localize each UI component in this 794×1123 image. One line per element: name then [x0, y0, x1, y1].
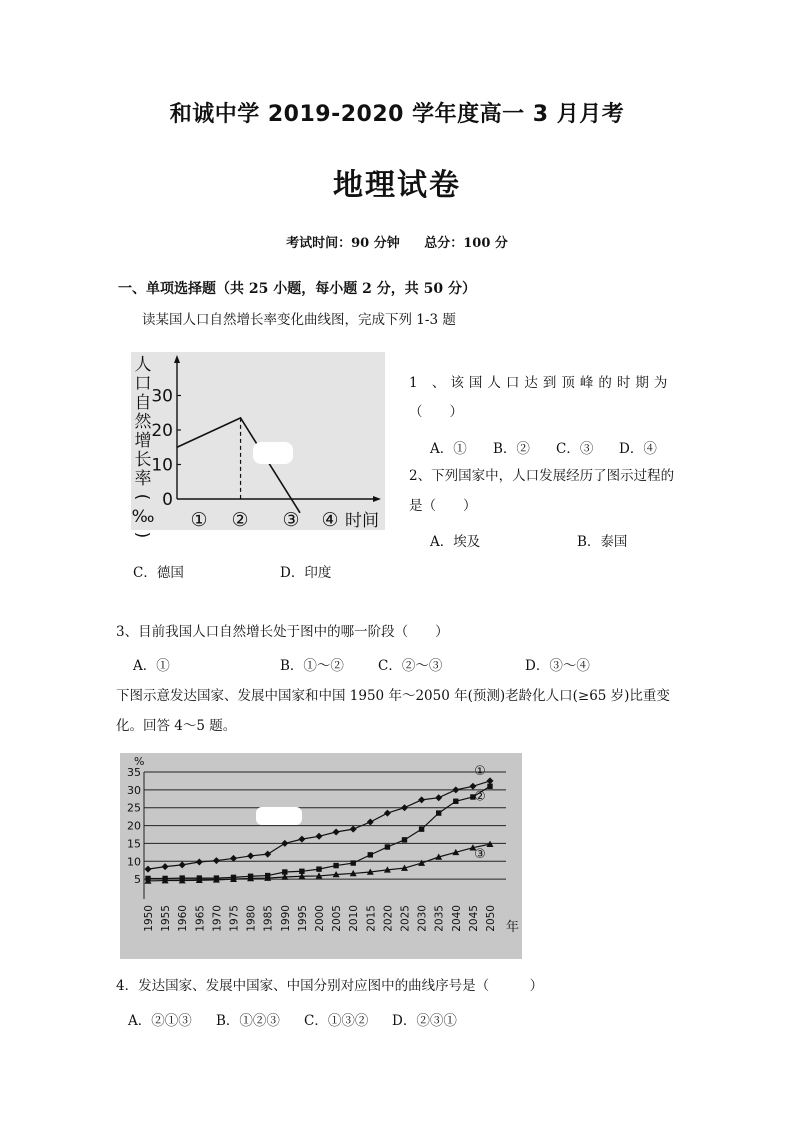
intro-q1-3: 读某国人口自然增长率变化曲线图，完成下列 1-3 题 — [142, 312, 456, 328]
x-tick-label: 2010 — [348, 905, 361, 932]
scan-blot — [253, 442, 293, 464]
intro-q4-5-line1: 下图示意发达国家、发展中国家和中国 1950 年～2050 年(预测)老龄化人口(≥65 岁)比重变 — [116, 688, 670, 704]
y-tick-label: 15 — [127, 837, 141, 851]
y-label-char: 自 — [134, 393, 152, 413]
x-tick-label: 2000 — [314, 905, 326, 932]
y-axis-label — [132, 355, 155, 538]
aging-ratio-chart — [120, 753, 522, 959]
x-tick-label: 1980 — [245, 905, 258, 932]
y-tick-label: 25 — [127, 801, 141, 815]
q3-option-d: D．③～④ — [525, 658, 590, 674]
x-tick-label: 1970 — [211, 905, 224, 932]
intro-q4-5-line2: 化。回答 4～5 题。 — [116, 718, 237, 734]
data-point — [351, 860, 356, 865]
x-tick-label: 2040 — [450, 905, 463, 932]
y-tick-label: 5 — [134, 873, 141, 887]
q1-option-a: A．① — [430, 441, 467, 457]
q2-stem: 2、下列国家中，人口发展经历了图示过程的 — [409, 468, 675, 484]
data-point — [402, 837, 407, 842]
y-tick-label: 20 — [127, 819, 141, 833]
q1-option-d: D．④ — [619, 441, 657, 457]
x-tick-label: 2025 — [399, 905, 412, 932]
y-tick-label: 30 — [151, 386, 173, 407]
q1-option-b: B．② — [493, 441, 530, 457]
q3-option-c: C．②～③ — [378, 658, 443, 674]
y-tick-label: 10 — [127, 855, 141, 869]
q4-option-c: C．①③② — [304, 1013, 369, 1029]
y-label-char: 率 — [134, 469, 152, 489]
q1-option-c: C．③ — [556, 441, 594, 457]
x-tick-label: 2045 — [467, 905, 480, 932]
y-tick-label: 35 — [127, 766, 141, 779]
data-point — [385, 844, 390, 849]
y-tick-label: 20 — [151, 421, 173, 441]
x-tick-label: 2050 — [485, 905, 497, 932]
x-tick-label: 2020 — [382, 905, 395, 932]
q3-option-b: B．①～② — [280, 658, 344, 674]
data-point — [453, 799, 458, 804]
y-label-char: ) — [132, 531, 152, 539]
x-tick-label: 1985 — [262, 905, 275, 932]
x-unit-label: 年 — [506, 920, 520, 935]
stage-label: ③ — [282, 509, 300, 531]
q4-stem: 4．发达国家、发展中国家、中国分别对应图中的曲线序号是（ ） — [116, 978, 544, 994]
total-score: 总分：100 分 — [424, 236, 508, 251]
x-tick-label: 1990 — [279, 905, 292, 932]
q2-option-c: C．德国 — [133, 565, 184, 581]
x-tick-label: 1960 — [177, 905, 190, 932]
q3-stem: 3、目前我国人口自然增长处于图中的哪一阶段（ ） — [116, 624, 449, 640]
y-tick-label: 10 — [151, 455, 173, 476]
x-tick-label: 1975 — [228, 905, 241, 932]
q3-option-a: A．① — [133, 658, 170, 674]
data-point — [436, 810, 441, 815]
q2-stem-cont: 是（ ） — [409, 498, 477, 514]
y-unit-label: % — [134, 755, 145, 768]
data-point — [419, 826, 424, 831]
data-point — [368, 852, 373, 857]
q2-option-a: A．埃及 — [430, 534, 481, 550]
exam-title: 和诚中学 2019-2020 学年度高一 3 月月考 — [169, 102, 625, 127]
y-label-char: 长 — [134, 450, 152, 470]
stage-label: ④ — [321, 509, 339, 531]
x-tick-label: 2035 — [433, 905, 446, 932]
stage-label: ① — [190, 509, 208, 531]
q1-blank: （ ） — [409, 404, 463, 420]
data-point — [487, 784, 492, 789]
y-label-char: ( — [132, 493, 152, 501]
exam-subtitle: 地理试卷 — [333, 168, 461, 203]
q2-option-d: D．印度 — [280, 565, 332, 581]
y-label-char: 口 — [134, 374, 152, 394]
x-tick-label: 2030 — [416, 905, 429, 932]
x-tick-label: 1995 — [296, 905, 309, 932]
growth-rate-chart — [131, 352, 385, 539]
series-label: ③ — [474, 847, 486, 863]
data-point — [316, 866, 321, 871]
stage-label: ② — [231, 509, 249, 531]
x-tick-label: 2015 — [365, 905, 378, 932]
x-axis-label: 时间 — [345, 511, 379, 531]
x-tick-label: 1955 — [160, 905, 173, 932]
q4-option-d: D．②③① — [392, 1013, 457, 1029]
q4-option-b: B．①②③ — [216, 1013, 280, 1029]
q1-stem: 1 、该国人口达到顶峰的时期为 — [409, 375, 673, 391]
x-tick-label: 2005 — [331, 905, 344, 932]
y-label-char: ‰ — [131, 507, 155, 527]
series-label: ① — [474, 763, 486, 779]
y-label-char: 人 — [134, 355, 152, 375]
series-label: ② — [474, 789, 486, 805]
y-label-char: 增 — [134, 431, 152, 451]
exam-meta — [0, 232, 794, 251]
scan-blot — [256, 807, 302, 825]
section-heading: 一、单项选择题（共 25 小题，每小题 2 分，共 50 分） — [118, 281, 476, 297]
data-point — [333, 863, 338, 868]
y-tick-label: 30 — [127, 783, 141, 797]
y-label-char: 然 — [134, 412, 152, 432]
exam-time: 考试时间：90 分钟 — [286, 236, 400, 251]
q4-option-a: A．②①③ — [128, 1013, 192, 1029]
y-tick-label: 0 — [162, 490, 173, 510]
q2-option-b: B．泰国 — [577, 534, 628, 550]
x-tick-label: 1965 — [194, 905, 207, 932]
x-tick-label: 1950 — [143, 905, 155, 932]
